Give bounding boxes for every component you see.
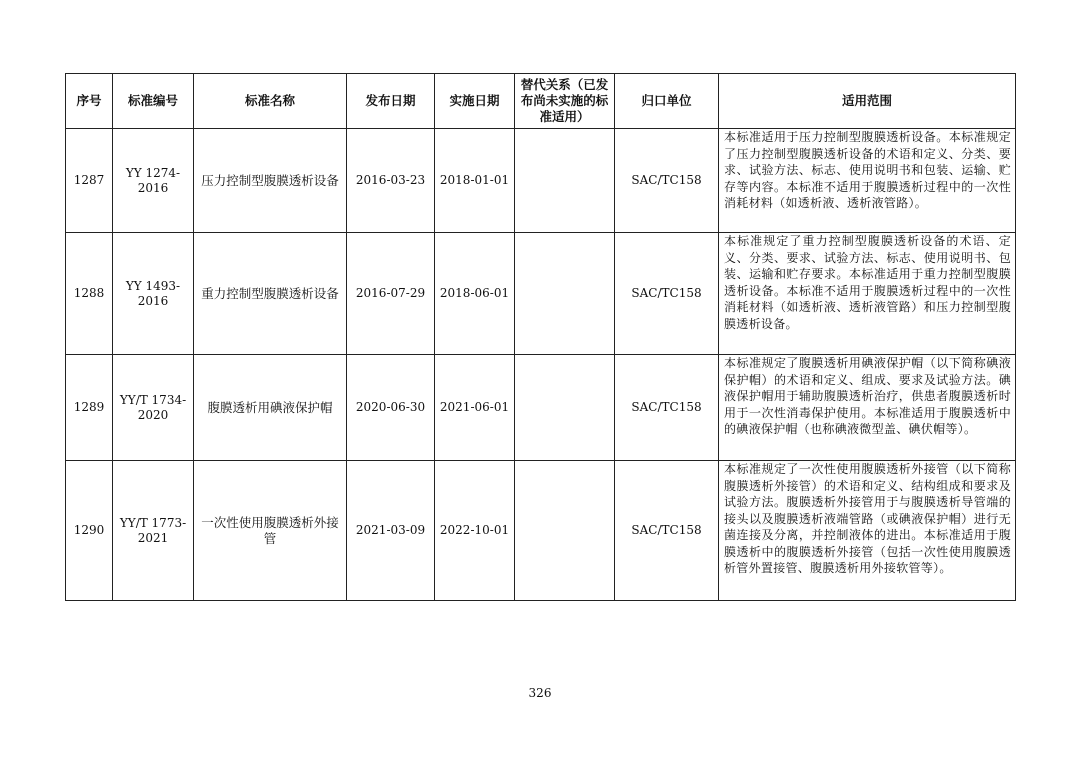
cell-seq: 1290	[66, 461, 113, 601]
cell-scope: 本标准适用于压力控制型腹膜透析设备。本标准规定了压力控制型腹膜透析设备的术语和定义、分类、要求、试验方法、标志、使用说明书和包装、运输、贮存等内容。本标准不适用于腹膜透析过程中的一次性消耗材料（如透析液、透析液管路）。	[719, 129, 1016, 233]
cell-unit: SAC/TC158	[615, 129, 719, 233]
cell-unit: SAC/TC158	[615, 233, 719, 355]
cell-name: 一次性使用腹膜透析外接管	[194, 461, 347, 601]
cell-publish-date: 2016-03-23	[347, 129, 435, 233]
cell-seq: 1287	[66, 129, 113, 233]
cell-publish-date: 2020-06-30	[347, 355, 435, 461]
standards-table	[65, 73, 1016, 601]
cell-publish-date: 2016-07-29	[347, 233, 435, 355]
cell-name: 压力控制型腹膜透析设备	[194, 129, 347, 233]
cell-replacement	[515, 129, 615, 233]
cell-publish-date: 2021-03-09	[347, 461, 435, 601]
table-row	[66, 355, 1016, 461]
cell-unit: SAC/TC158	[615, 461, 719, 601]
cell-seq: 1288	[66, 233, 113, 355]
cell-name: 重力控制型腹膜透析设备	[194, 233, 347, 355]
table-row	[66, 461, 1016, 601]
cell-code: YY 1493-2016	[113, 233, 194, 355]
cell-seq: 1289	[66, 355, 113, 461]
page-number: 326	[528, 686, 552, 700]
header-name: 标准名称	[194, 74, 347, 129]
table-row	[66, 129, 1016, 233]
cell-effective-date: 2022-10-01	[435, 461, 515, 601]
header-seq: 序号	[66, 74, 113, 129]
header-unit: 归口单位	[615, 74, 719, 129]
cell-scope: 本标准规定了一次性使用腹膜透析外接管（以下简称腹膜透析外接管）的术语和定义、结构组成和要求及试验方法。腹膜透析外接管用于与腹膜透析导管端的接头以及腹膜透析液端管路（或碘液保护帽）进行无菌连接及分离，并控制液体的进出。本标准适用于腹膜透析中的腹膜透析外接管（包括一次性使用腹膜透析管外置接管、腹膜透析用外接软管等）。	[719, 461, 1016, 601]
cell-scope: 本标准规定了重力控制型腹膜透析设备的术语、定义、分类、要求、试验方法、标志、使用说明书、包装、运输和贮存要求。本标准适用于重力控制型腹膜透析设备。本标准不适用于腹膜透析过程中的一次性消耗材料（如透析液、透析液管路）和压力控制型腹膜透析设备。	[719, 233, 1016, 355]
header-publish-date: 发布日期	[347, 74, 435, 129]
cell-replacement	[515, 233, 615, 355]
cell-scope: 本标准规定了腹膜透析用碘液保护帽（以下简称碘液保护帽）的术语和定义、组成、要求及试验方法。碘液保护帽用于辅助腹膜透析治疗，供患者腹膜透析时用于一次性消毒保护使用。本标准适用于腹膜透析中的碘液保护帽（也称碘液微型盖、碘伏帽等）。	[719, 355, 1016, 461]
cell-name: 腹膜透析用碘液保护帽	[194, 355, 347, 461]
header-scope: 适用范围	[719, 74, 1016, 129]
cell-code: YY/T 1773-2021	[113, 461, 194, 601]
cell-code: YY 1274-2016	[113, 129, 194, 233]
cell-code: YY/T 1734-2020	[113, 355, 194, 461]
header-effective-date: 实施日期	[435, 74, 515, 129]
table-header-row	[66, 74, 1016, 129]
cell-effective-date: 2018-06-01	[435, 233, 515, 355]
table-row	[66, 233, 1016, 355]
header-code: 标准编号	[113, 74, 194, 129]
cell-unit: SAC/TC158	[615, 355, 719, 461]
header-replacement: 替代关系（已发布尚未实施的标准适用）	[515, 74, 615, 129]
cell-effective-date: 2021-06-01	[435, 355, 515, 461]
cell-effective-date: 2018-01-01	[435, 129, 515, 233]
cell-replacement	[515, 355, 615, 461]
cell-replacement	[515, 461, 615, 601]
